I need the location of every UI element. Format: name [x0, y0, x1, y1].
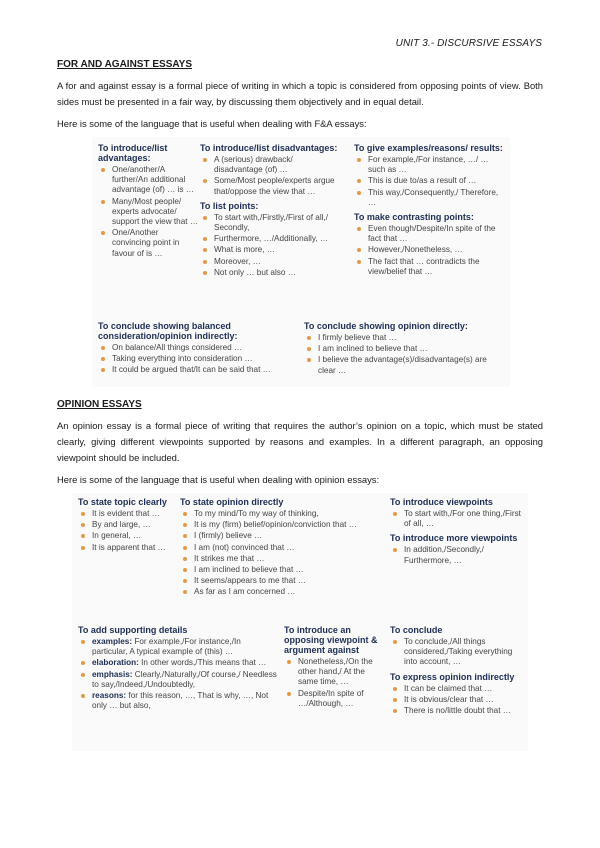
op-express-list	[390, 684, 524, 717]
fa-examples-heading: To give examples/reasons/ results:	[354, 143, 503, 153]
list-item: It can be claimed that …	[390, 684, 524, 694]
list-item: Not only … but also …	[200, 268, 338, 278]
fa-conclude-ind-block	[98, 321, 298, 377]
list-item	[78, 691, 278, 711]
list-item: What is more, …	[200, 245, 338, 255]
op-intro-paragraph: An opinion essay is a formal piece of writing that requires the author’s opinion on a topic, which must be stated clearly, giving different viewpoints supported by reasons and examples. In a different paragraph, an opposing viewpoint should be included.	[57, 420, 543, 463]
fa-adv-list	[98, 165, 198, 259]
detail-keyword: reasons:	[92, 691, 127, 701]
op-topic-block	[78, 497, 174, 554]
op-more-list	[390, 545, 526, 565]
list-item: This way,/Consequently,/ Therefore, …	[354, 188, 504, 208]
op-opinion-heading: To state opinion directly	[180, 497, 284, 507]
op-viewpoints-heading: To introduce viewpoints	[390, 497, 493, 507]
detail-keyword: elaboration:	[92, 658, 139, 668]
fa-conclude-ind-heading: To conclude showing balanced consideration/opinion indirectly:	[98, 321, 238, 341]
list-item: I firmly believe that …	[304, 333, 504, 343]
list-item: To start with,/For one thing,/First of all, …	[390, 509, 526, 529]
fa-dis-block	[200, 143, 338, 279]
list-item: A (serious) drawback/ disadvantage (of) …	[200, 155, 338, 175]
list-item: I am inclined to believe that …	[180, 565, 376, 575]
list-item: It is my (firm) belief/opinion/conviction that …	[180, 520, 376, 530]
op-viewpoints-block	[390, 497, 526, 567]
list-item: I am (not) convinced that …	[180, 543, 376, 553]
detail-keyword: emphasis:	[92, 669, 133, 679]
list-item: One/another/A further/An additional advantage (of) … is …	[98, 165, 198, 196]
list-item: By and large, …	[78, 520, 174, 530]
list-item: It strikes me that …	[180, 554, 376, 564]
op-viewpoints-list	[390, 509, 526, 529]
op-language-panel	[72, 493, 528, 751]
fa-conclude-dir-list	[304, 333, 504, 376]
op-more-heading: To introduce more viewpoints	[390, 533, 518, 544]
list-item: Even though/Despite/In spite of the fact that …	[354, 224, 504, 244]
list-item: Taking everything into consideration …	[98, 354, 298, 364]
fa-conclude-ind-list	[98, 343, 298, 376]
op-opposing-heading: To introduce an opposing viewpoint & argument against	[284, 625, 378, 655]
op-section-title: OPINION ESSAYS	[57, 399, 142, 410]
list-item: It is evident that …	[78, 509, 174, 519]
fa-conclude-dir-heading: To conclude showing opinion directly:	[304, 321, 468, 331]
fa-list-heading: To list points:	[200, 200, 259, 211]
list-item: I believe the advantage(s)/disadvantage(s) are clear …	[304, 355, 504, 375]
list-item: Moreover, …	[200, 257, 338, 267]
fa-adv-heading: To introduce/list advantages:	[98, 143, 168, 163]
list-item: This is due to/as a result of …	[354, 176, 504, 186]
fa-dis-list	[200, 155, 338, 197]
list-item: On balance/All things considered …	[98, 343, 298, 353]
list-item: One/Another convincing point in favour of is …	[98, 228, 198, 259]
list-item: As far as I am concerned …	[180, 587, 376, 597]
list-item: To my mind/To my way of thinking,	[180, 509, 376, 519]
op-conclude-heading: To conclude	[390, 625, 443, 635]
detail-text: for this reason, …, That is why, …, Not only … but also,	[92, 691, 269, 711]
detail-text: In other words,/This means that …	[138, 658, 267, 668]
fa-dis-heading: To introduce/list disadvantages:	[200, 143, 338, 153]
list-item: Many/Most people/ experts advocate/ support the view that …	[98, 197, 198, 228]
op-support-list	[78, 637, 278, 711]
fa-examples-list	[354, 155, 504, 208]
list-item: Some/Most people/experts argue that/oppose the view that …	[200, 176, 338, 196]
fa-list-list	[200, 213, 338, 278]
op-conclude-block	[390, 625, 524, 717]
fa-adv-block	[98, 143, 198, 260]
list-item: It seems/appears to me that …	[180, 576, 376, 586]
fa-language-panel	[92, 137, 510, 387]
fa-section-title: FOR AND AGAINST ESSAYS	[57, 59, 193, 70]
fa-contrast-heading: To make contrasting points:	[354, 212, 474, 223]
op-conclude-list	[390, 637, 524, 668]
op-support-heading: To add supporting details	[78, 625, 188, 635]
fa-examples-block	[354, 143, 504, 278]
fa-contrast-list	[354, 224, 504, 277]
op-opinion-list	[180, 509, 376, 598]
list-item: It could be argued that/It can be said that …	[98, 365, 298, 375]
list-item: To start with,/Firstly,/First of all,/ Secondly,	[200, 213, 338, 233]
list-item: In addition,/Secondly,/ Furthermore, …	[390, 545, 526, 565]
list-item: However,/Nonetheless, …	[354, 245, 504, 255]
list-item: It is obvious/clear that …	[390, 695, 524, 705]
list-item: Nonetheless,/On the other hand,/ At the same time, …	[284, 657, 384, 688]
unit-title: UNIT 3.- DISCURSIVE ESSAYS	[395, 38, 542, 49]
op-opinion-block	[180, 497, 376, 599]
detail-keyword: examples:	[92, 637, 133, 646]
list-item: The fact that … contradicts the view/belief that …	[354, 257, 504, 277]
list-item: Furthermore, …/Additionally, …	[200, 234, 338, 244]
list-item: I (firmly) believe …	[180, 531, 376, 541]
list-item	[78, 637, 278, 657]
list-item: I am inclined to believe that …	[304, 344, 504, 354]
fa-language-intro: Here is some of the language that is useful when dealing with F&A essays:	[57, 118, 367, 129]
detail-text: Clearly,/Naturally,/Of course,/ Needless to say,/Indeed,/Undoubtedly,	[92, 669, 277, 689]
list-item: There is no/little doubt that …	[390, 706, 524, 716]
op-topic-heading: To state topic clearly	[78, 497, 167, 507]
op-support-block	[78, 625, 278, 712]
list-item	[78, 670, 278, 690]
op-opposing-list	[284, 657, 384, 709]
op-language-intro: Here is some of the language that is useful when dealing with opinion essays:	[57, 474, 380, 485]
list-item: Despite/In spite of …/Although, …	[284, 689, 384, 709]
op-opposing-block	[284, 625, 384, 710]
list-item: For example,/For instance, …/ …such as …	[354, 155, 504, 175]
detail-text: For example,/For instance,/In particular, A typical example of (this) …	[92, 637, 241, 657]
op-express-heading: To express opinion indirectly	[390, 671, 515, 682]
list-item	[78, 658, 278, 668]
list-item: In general, …	[78, 531, 174, 541]
fa-intro-paragraph: A for and against essay is a formal piece of writing in which a topic is considered from opposing points of view. Both sides must be presented in a fair way, by discussing them objectively and in equal detail.	[57, 80, 543, 107]
list-item: To conclude,/All things considered,/Taking everything into account, …	[390, 637, 524, 668]
list-item: It is apparent that …	[78, 543, 174, 553]
fa-conclude-dir-block	[304, 321, 504, 377]
op-topic-list	[78, 509, 174, 553]
